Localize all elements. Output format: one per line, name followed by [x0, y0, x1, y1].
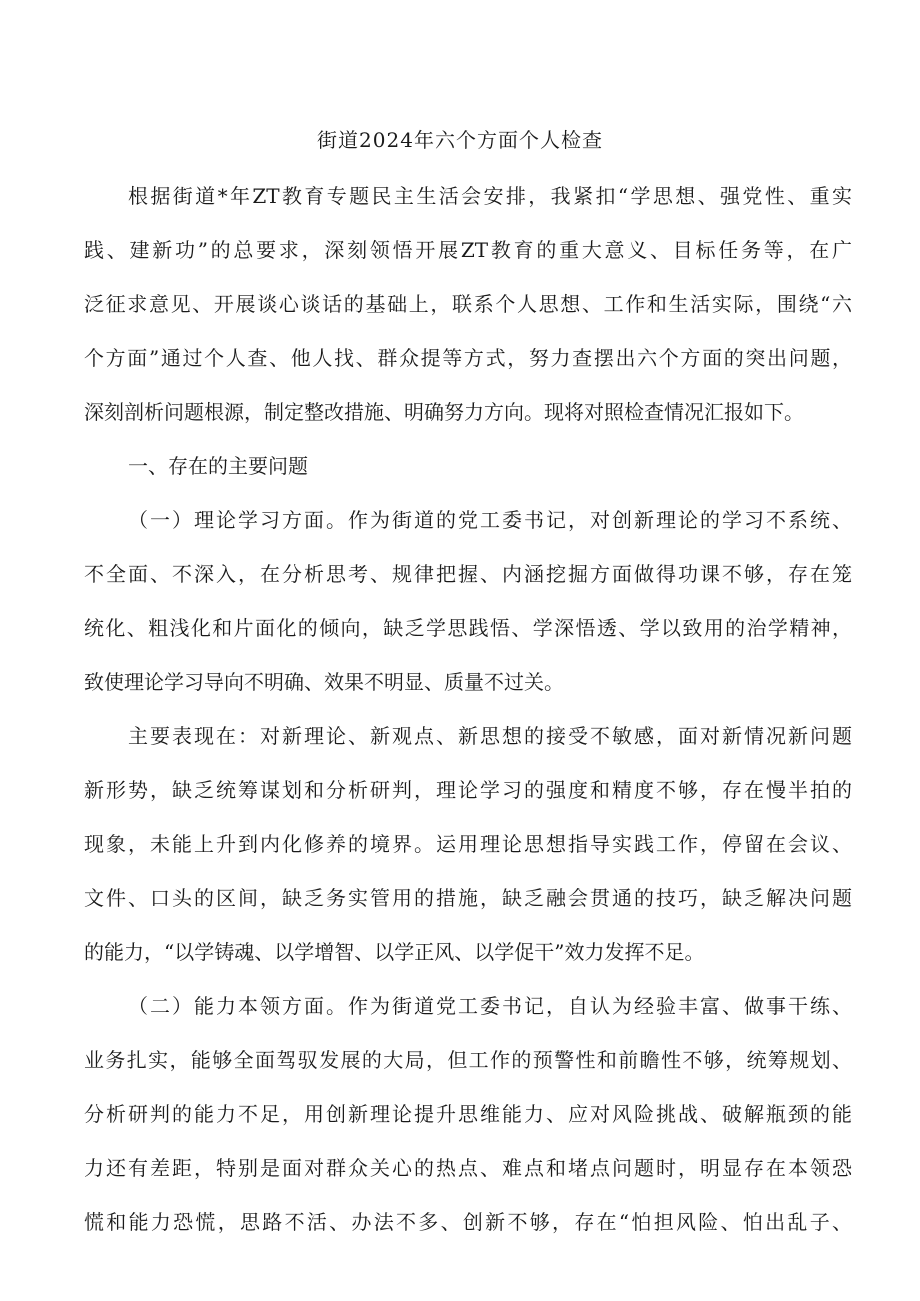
paragraph-line: 现象，未能上升到内化修养的境界。运用理论思想指导实践工作，停留在会议、 — [84, 832, 852, 856]
paragraph-line: 慌和能力恐慌，思路不活、办法不多、创新不够，存在“怕担风险、怕出乱子、 — [84, 1210, 852, 1234]
paragraph-line: 践、建新功”的总要求，深刻领悟开展ZT教育的重大意义、目标任务等，在广 — [84, 238, 852, 262]
paragraph-line: 文件、口头的区间，缺乏务实管用的措施，缺乏融会贯通的技巧，缺乏解决问题 — [84, 886, 852, 910]
paragraph-line: 泛征求意见、开展谈心谈话的基础上，联系个人思想、工作和生活实际，围绕“六 — [84, 292, 852, 316]
paragraph-line: 致使理论学习导向不明确、效果不明显、质量不过关。 — [84, 670, 564, 694]
paragraph-line: 统化、粗浅化和片面化的倾向，缺乏学思践悟、学深悟透、学以致用的治学精神， — [84, 616, 852, 640]
paragraph-line: 业务扎实，能够全面驾驭发展的大局，但工作的预警性和前瞻性不够，统筹规划、 — [84, 1048, 852, 1072]
section-heading: 一、存在的主要问题 — [128, 454, 308, 478]
paragraph-line: 个方面”通过个人查、他人找、群众提等方式，努力查摆出六个方面的突出问题， — [84, 346, 852, 370]
paragraph-line: 分析研判的能力不足，用创新理论提升思维能力、应对风险挑战、破解瓶颈的能 — [84, 1102, 852, 1126]
paragraph-line: 主要表现在：对新理论、新观点、新思想的接受不敏感，面对新情况新问题 — [128, 724, 852, 748]
paragraph-line: 力还有差距，特别是面对群众关心的热点、难点和堵点问题时，明显存在本领恐 — [84, 1156, 852, 1180]
paragraph-line: （一）理论学习方面。作为街道的党工委书记，对创新理论的学习不系统、 — [128, 508, 852, 532]
paragraph-line: 根据街道*年ZT教育专题民主生活会安排，我紧扣“学思想、强党性、重实 — [128, 184, 852, 208]
paragraph-line: 新形势，缺乏统筹谋划和分析研判，理论学习的强度和精度不够，存在慢半拍的 — [84, 778, 852, 802]
paragraph-line: 的能力，“以学铸魂、以学增智、以学正风、以学促干”效力发挥不足。 — [84, 940, 705, 964]
paragraph-line: 不全面、不深入，在分析思考、规律把握、内涵挖掘方面做得功课不够，存在笼 — [84, 562, 852, 586]
document-title: 街道2024年六个方面个人检查 — [317, 128, 603, 152]
paragraph-line: 深刻剖析问题根源，制定整改措施、明确努力方向。现将对照检查情况汇报如下。 — [84, 400, 804, 424]
paragraph-line: （二）能力本领方面。作为街道党工委书记，自认为经验丰富、做事干练、 — [128, 994, 852, 1018]
